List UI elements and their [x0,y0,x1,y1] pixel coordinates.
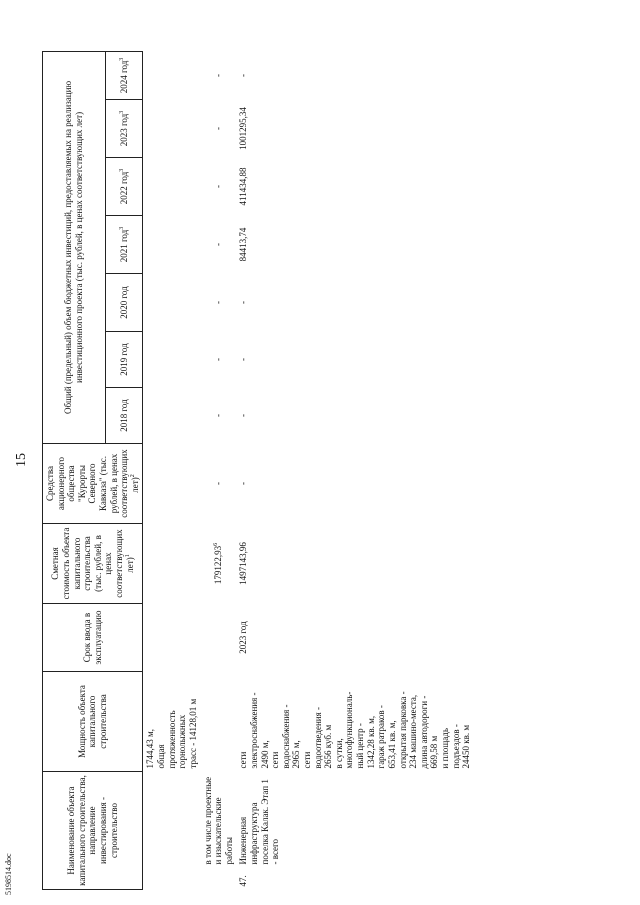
year-header: 2019 год [105,332,143,388]
row-name [143,772,201,868]
row-year-value: - [238,414,249,417]
year-header: 2021 год$^3$ [105,216,143,274]
row-year-value: 411434,88 [238,167,249,206]
file-name-footer: 5198514.doc [4,853,13,895]
row-estimated-cost: 1497143,96 [238,542,249,585]
year-header: 2018 год [105,388,143,444]
row-num: 47. [238,875,249,887]
row-year-value: 1001295,34 [238,107,249,150]
row-name: в том числе проектные и изыскательские работы [202,776,234,865]
row-year-value: - [213,127,224,130]
year-header: 2023 год$^3$ [105,100,143,158]
row-capacity: сети электроснабжения - 2490 м, сети водоснабжения - 2965 м, сети водоотведения - 2656 куб. м в сутки, многофункциональ- ный центр - 1342,28 кв. м, гараж ратраков - 653,41 кв. м, открытая парковка - 234 машино-места, длина автодороги - 669,58 м и площадь подъездов - 24450 кв. м [238,691,472,769]
header-row-top [43,51,106,889]
row-year-value: - [238,301,249,304]
col-header-estimated-cost: Сметная стоимость объекта капитального строительства (тыс. рублей, в ценах соответствующих лет)$^1$ [43,524,143,604]
row-num [201,868,237,890]
row-year-value: - [213,358,224,361]
row-capacity: 1744,43 м, общая протяженность горнолыжных трасс - 14128,01 м [145,698,198,769]
row-year-value: - [213,414,224,417]
row-shareholder: - [238,482,249,485]
rotated-content [14,30,626,890]
col-header-budget-group: Общий (предельный) объем бюджетных инвестиций, предоставляемых на реализацию инвестиционного проекта (тыс. рублей, в ценах соответствующих лет) [43,51,106,443]
col-header-capacity: Мощность объекта капитального строительства [43,672,143,772]
row-year-value: - [238,73,249,77]
row-year-value: - [213,185,224,188]
investment-table [42,51,474,890]
col-header-commission: Срок ввода в эксплуатацию [43,604,143,672]
table-row-continuation [143,51,201,889]
table-row [201,51,237,889]
row-year-value: 84413,74 [238,227,249,262]
row-year-value: - [213,301,224,304]
row-year-value: - [213,73,224,77]
row-name: Инженерная инфраструктура поселка Калак. Этап 1 - всего [238,779,281,865]
row-estimated-cost: 179122,93$^6$ [213,542,224,585]
row-commission [201,604,237,672]
row-year-value: - [238,358,249,361]
row-shareholder: - [213,482,224,485]
year-header: 2020 год [105,274,143,332]
year-header: 2022 год$^3$ [105,158,143,216]
row-commission: 2023 год [238,621,249,654]
col-header-name: Наименование объекта капитального строительства, направление инвестирования - строительство [43,772,143,890]
year-header: 2024 год$^3$ [105,51,143,99]
table-row [236,51,473,889]
col-header-shareholder: Средства акционерного общества "Курорты Северного Кавказа" (тыс. рублей, в ценах соответствующих лет)$^2$ [43,444,143,524]
row-num [143,868,201,890]
page-number: 15 [14,453,29,467]
row-capacity [201,672,237,772]
row-year-value: - [213,243,224,246]
